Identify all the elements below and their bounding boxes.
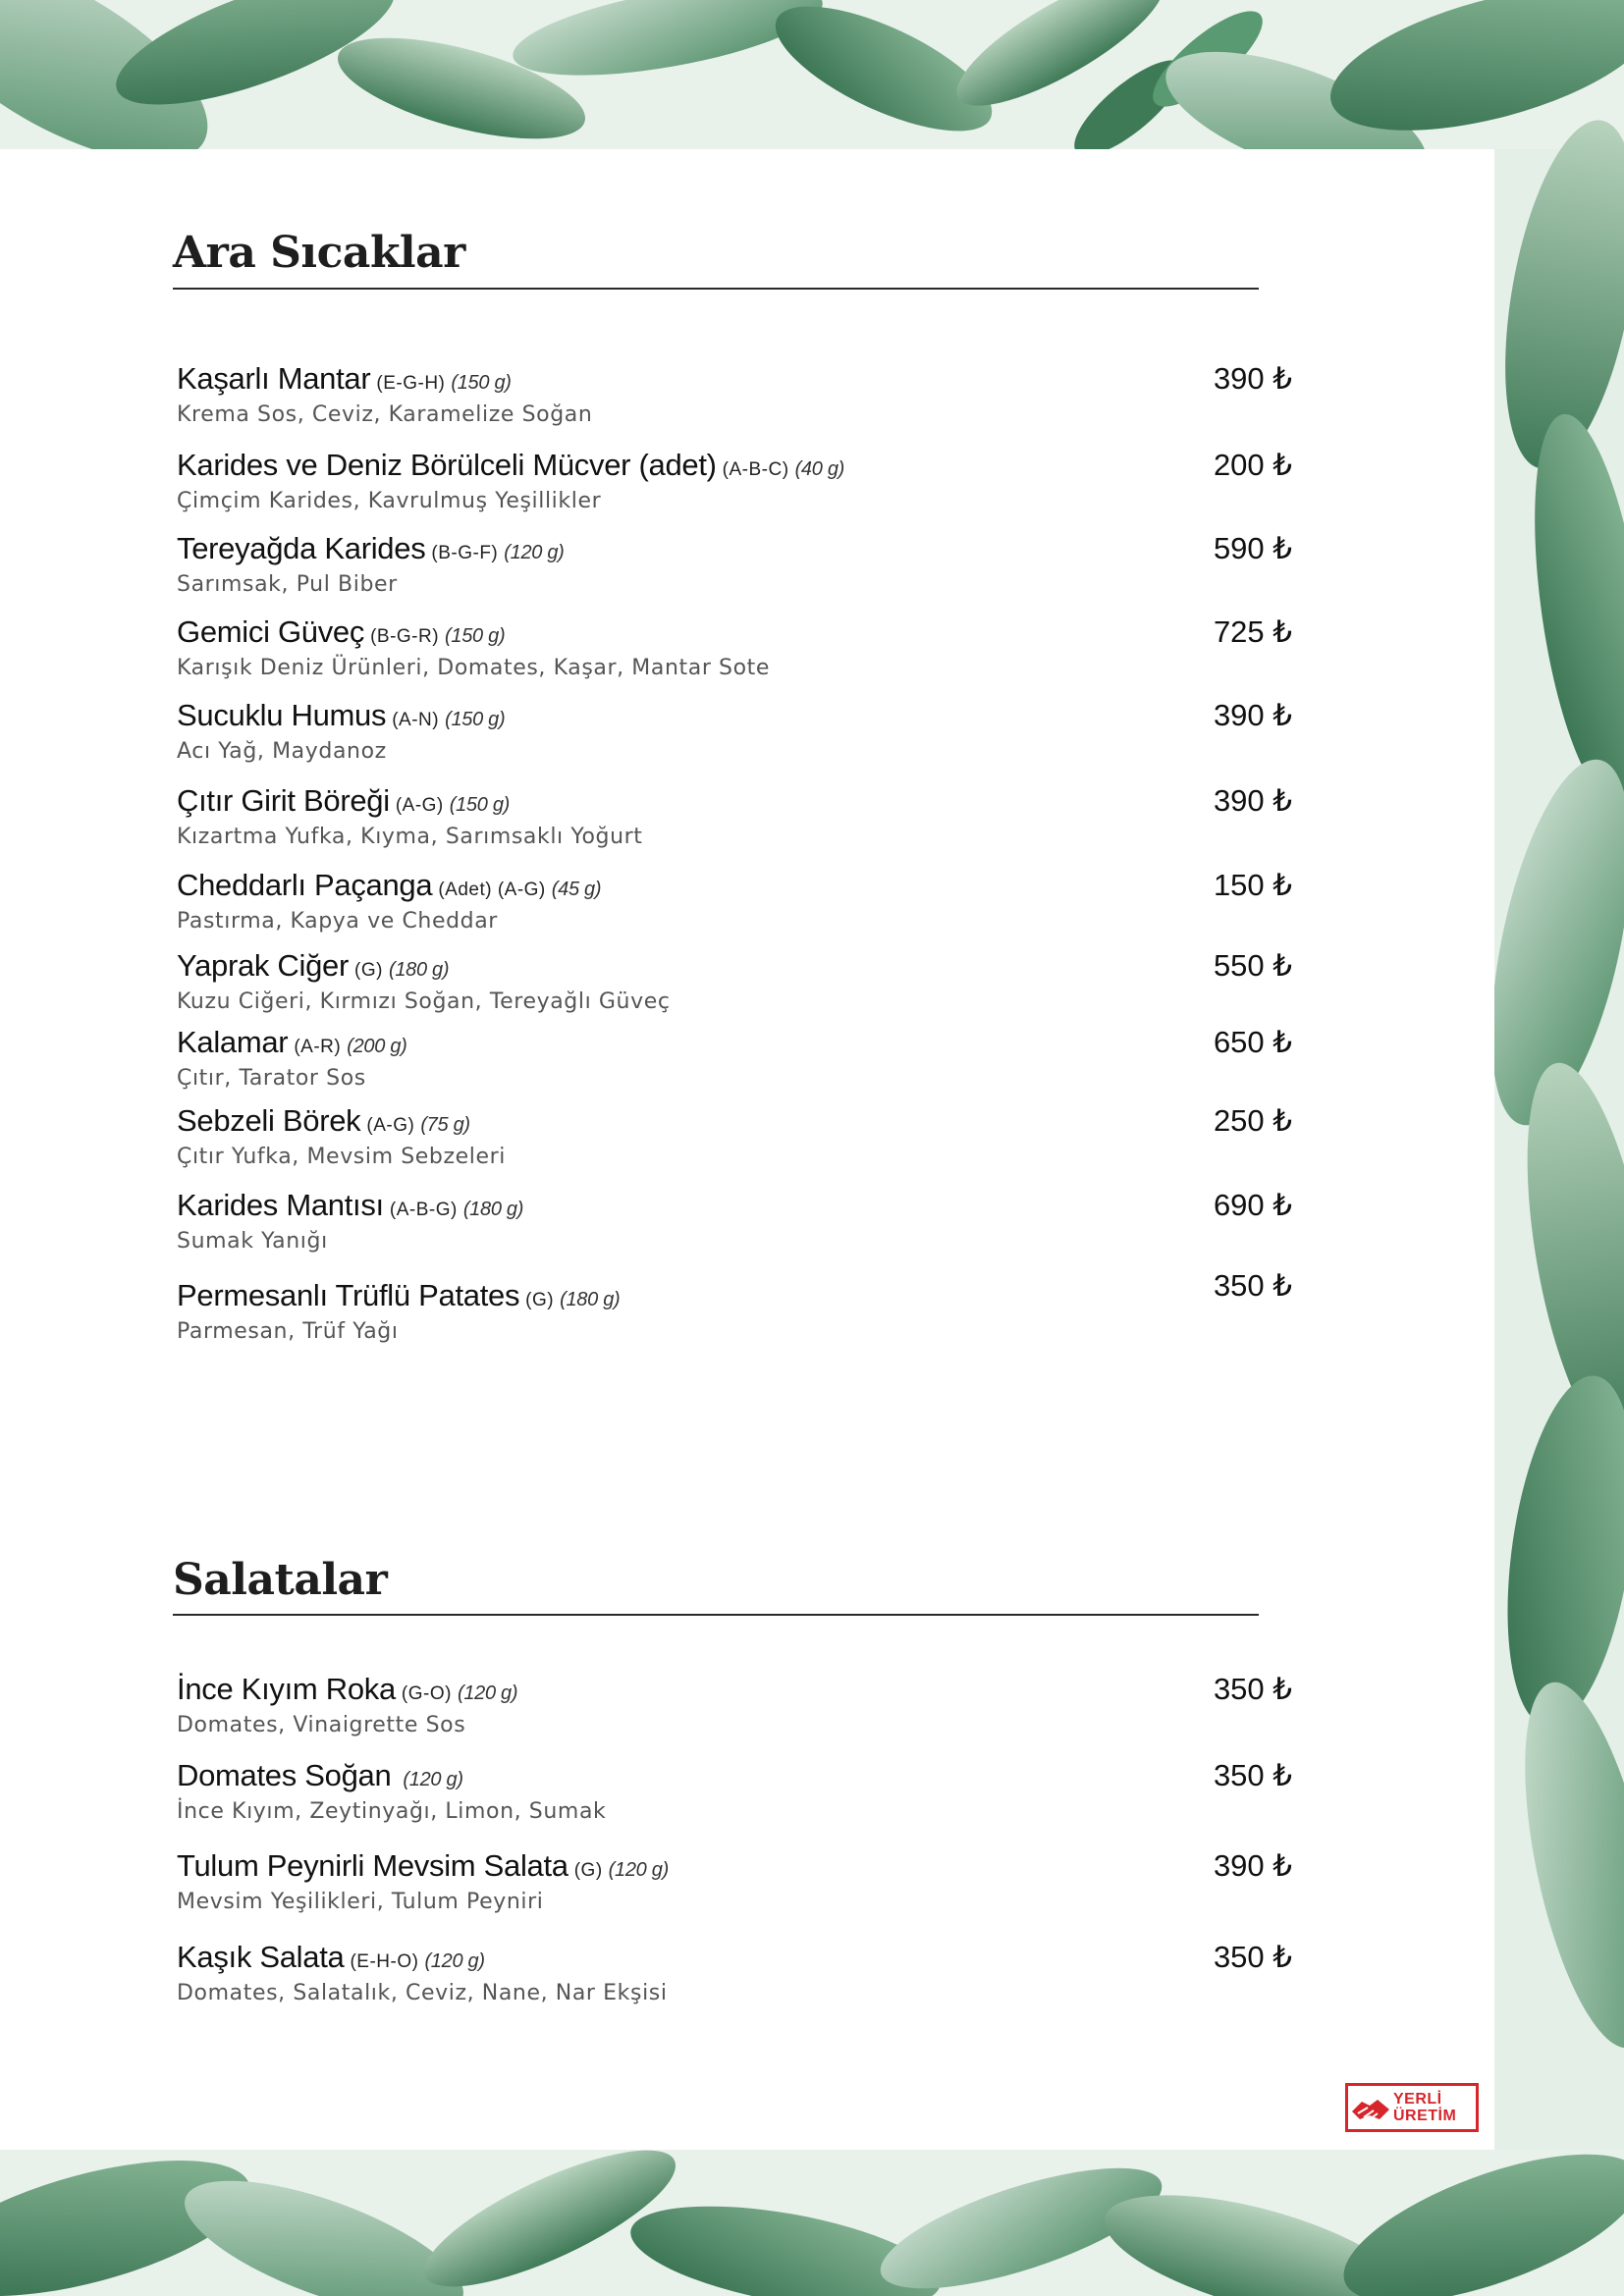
item-description: Kızartma Yufka, Kıyma, Sarımsaklı Yoğurt [177,825,643,849]
menu-item [177,1672,1292,1750]
menu-item [177,1025,1292,1103]
menu-item [177,1268,1292,1357]
item-name: Tereyağda Karides [177,531,426,565]
menu-item [177,614,1292,693]
item-weight: (45 g) [551,879,602,900]
item-allergen: (A-B-G) [389,1200,458,1220]
menu-item [177,948,1292,1027]
section-divider [173,288,1259,290]
item-price: 550 ₺ [1213,948,1292,983]
item-description: Çıtır Yufka, Mevsim Sebzeleri [177,1145,506,1169]
item-weight: (200 g) [347,1036,407,1057]
item-weight: (180 g) [462,1199,524,1220]
item-price: 390 ₺ [1213,783,1292,818]
item-description: Domates, Vinaigrette Sos [177,1713,466,1737]
item-allergen: (B-G-F) [431,543,499,563]
item-allergen: (G) [573,1860,603,1881]
item-name: Kaşarlı Mantar [177,361,371,396]
menu-item [177,531,1292,610]
item-price: 200 ₺ [1213,448,1292,482]
item-name: Gemici Güveç [177,614,365,649]
item-allergen: (G) [354,960,383,981]
handshake-icon [1348,2086,1393,2129]
item-description: Acı Yağ, Maydanoz [177,739,387,764]
item-description: Parmesan, Trüf Yağı [177,1319,399,1344]
item-name: Kalamar [177,1025,289,1059]
item-description: Mevsim Yeşilikleri, Tulum Peyniri [177,1890,544,1914]
item-description: Kuzu Ciğeri, Kırmızı Soğan, Tereyağlı Güveç [177,989,671,1014]
item-weight: (180 g) [388,959,450,981]
item-price: 390 ₺ [1213,698,1292,732]
item-weight: (120 g) [424,1950,485,1972]
section-title-salatalar: Salatalar [173,1555,388,1605]
menu-item [177,783,1292,862]
item-price: 250 ₺ [1213,1103,1292,1138]
item-weight: (75 g) [420,1114,470,1136]
menu-item [177,1940,1292,2018]
item-name: Çıtır Girit Böreği [177,783,390,818]
item-name: Sebzeli Börek [177,1103,361,1138]
item-description: Sumak Yanığı [177,1229,328,1254]
item-name: Permesanlı Trüflü Patates [177,1278,520,1312]
item-allergen: (G-O) [401,1683,452,1704]
item-price: 350 ₺ [1213,1268,1292,1303]
item-price: 650 ₺ [1213,1025,1292,1059]
item-allergen: (G) [525,1290,555,1310]
item-price: 725 ₺ [1213,614,1292,649]
menu-item [177,1103,1292,1182]
item-price: 350 ₺ [1213,1758,1292,1792]
item-allergen: (B-G-R) [370,626,440,647]
item-allergen: (E-G-H) [376,373,446,394]
item-allergen: (A-N) [392,710,440,730]
menu-item [177,361,1292,440]
item-allergen: (A-B-C) [722,459,789,480]
item-weight: (40 g) [794,458,845,480]
item-name: Kaşık Salata [177,1940,345,1974]
item-name: Tulum Peynirli Mevsim Salata [177,1848,568,1883]
item-weight: (150 g) [445,625,506,647]
item-weight: (120 g) [403,1769,463,1790]
item-name: Sucuklu Humus [177,698,387,732]
item-description: Pastırma, Kapya ve Cheddar [177,909,498,934]
item-allergen: (A-G) [395,795,444,816]
item-price: 690 ₺ [1213,1188,1292,1222]
menu-item [177,1758,1292,1837]
item-weight: (150 g) [445,709,506,730]
item-description: Çıtır, Tarator Sos [177,1066,366,1091]
item-weight: (120 g) [457,1682,518,1704]
item-description: İnce Kıyım, Zeytinyağı, Limon, Sumak [177,1799,607,1824]
item-description: Domates, Salatalık, Ceviz, Nane, Nar Ekşisi [177,1981,668,2005]
item-price: 150 ₺ [1213,868,1292,902]
item-name: Karides Mantısı [177,1188,384,1222]
item-weight: (150 g) [451,372,512,394]
item-weight: (180 g) [560,1289,621,1310]
item-weight: (150 g) [449,794,511,816]
item-allergen: (E-H-O) [350,1951,419,1972]
item-description: Sarımsak, Pul Biber [177,572,398,597]
item-price: 390 ₺ [1213,1848,1292,1883]
item-description: Karışık Deniz Ürünleri, Domates, Kaşar, Mantar Sote [177,656,771,680]
badge-line-2: ÜRETİM [1393,2108,1457,2124]
menu-item [177,448,1292,526]
item-price: 390 ₺ [1213,361,1292,396]
menu-item [177,1848,1292,1927]
item-price: 350 ₺ [1213,1672,1292,1706]
yerli-uretim-badge [1345,2083,1479,2132]
menu-item [177,868,1292,946]
item-price: 590 ₺ [1213,531,1292,565]
item-weight: (120 g) [608,1859,669,1881]
item-price: 350 ₺ [1213,1940,1292,1974]
item-allergen: (Adet) (A-G) [438,880,546,900]
item-name: Domates Soğan [177,1758,392,1792]
item-name: İnce Kıyım Roka [177,1672,396,1706]
item-description: Çimçim Karides, Kavrulmuş Yeşillikler [177,489,602,513]
item-name: Cheddarlı Paçanga [177,868,433,902]
item-name: Karides ve Deniz Börülceli Mücver (adet) [177,448,717,482]
menu-item [177,698,1292,776]
item-allergen: (A-G) [366,1115,415,1136]
item-description: Krema Sos, Ceviz, Karamelize Soğan [177,402,593,427]
badge-line-1: YERLİ [1393,2091,1442,2108]
item-name: Yaprak Ciğer [177,948,350,983]
item-allergen: (A-R) [294,1037,342,1057]
menu-item [177,1188,1292,1266]
section-title-ara-sicaklar: Ara Sıcaklar [173,228,465,278]
section-divider [173,1614,1259,1616]
item-weight: (120 g) [504,542,565,563]
